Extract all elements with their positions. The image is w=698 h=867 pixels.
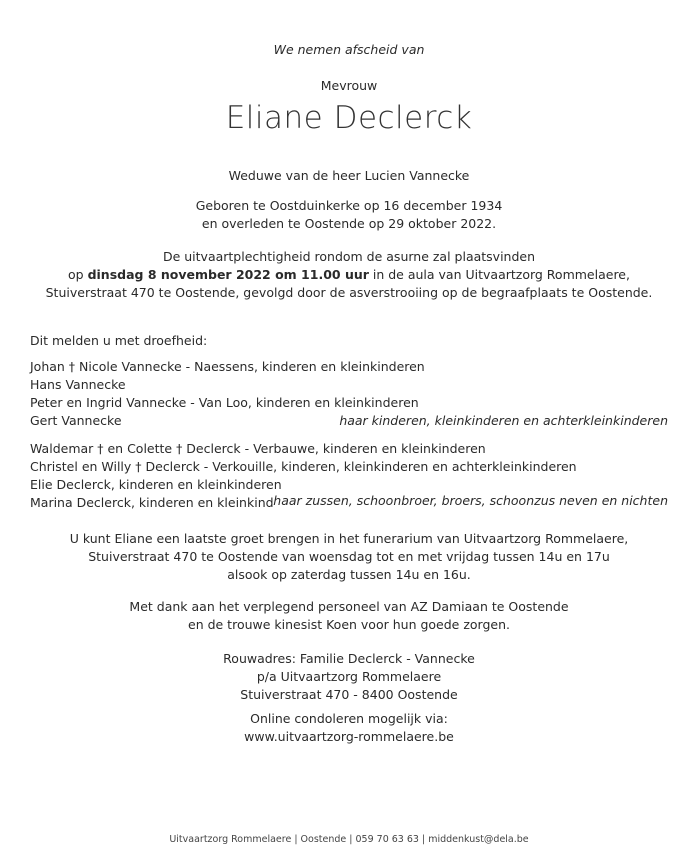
honorific: Mevrouw — [320, 78, 378, 93]
visitation-info — [0, 530, 698, 584]
ceremony-pre: op — [68, 267, 88, 282]
thanks-line: Met dank aan het verplegend personeel van AZ Damiaan te Oostende — [129, 599, 569, 614]
family-member: Peter en Ingrid Vannecke - Van Loo, kinderen en kleinkinderen — [30, 395, 419, 410]
mourning-address — [0, 650, 698, 704]
family-group-2-relation: haar zussen, schoonbroer, broers, schoonzus neven en nichten — [273, 493, 668, 508]
family-group-1-relation: haar kinderen, kleinkinderen en achterkleinkinderen — [339, 413, 668, 428]
visit-line: U kunt Eliane een laatste groet brengen in het funerarium van Uitvaartzorg Rommelaere, — [69, 531, 629, 546]
visit-line: Stuiverstraat 470 te Oostende van woensdag tot en met vrijdag tussen 14u en 17u — [88, 549, 610, 564]
intro-text: We nemen afscheid van — [273, 42, 425, 57]
online-link[interactable]: www.uitvaartzorg-rommelaere.be — [244, 729, 454, 744]
address-line: p/a Uitvaartzorg Rommelaere — [256, 669, 442, 684]
ceremony-post: in de aula van Uitvaartzorg Rommelaere, — [368, 267, 630, 282]
thanks-text — [0, 598, 698, 634]
family-member: Hans Vannecke — [30, 377, 126, 392]
deceased-name: Eliane Declerck — [225, 100, 473, 136]
address-line: Rouwadres: Familie Declerck - Vannecke — [223, 651, 475, 666]
ceremony-line-2 — [0, 266, 698, 284]
family-member: Gert Vannecke — [30, 413, 122, 428]
footer-contact: Uitvaartzorg Rommelaere | Oostende | 059 70 63 63 | middenkust@dela.be — [169, 834, 529, 845]
visit-line: alsook op zaterdag tussen 14u en 16u. — [227, 567, 471, 582]
born-line: Geboren te Oostduinkerke op 16 december 1934 — [195, 198, 503, 213]
widow-line: Weduwe van de heer Lucien Vannecke — [228, 168, 470, 183]
ceremony-info — [0, 248, 698, 302]
ceremony-line-1: De uitvaartplechtigheid rondom de asurne zal plaatsvinden — [162, 249, 536, 264]
family-member: Marina Declerck, kinderen en kleinkind — [30, 495, 274, 510]
family-member: Waldemar † en Colette † Declerck - Verbauwe, kinderen en kleinkinderen — [30, 441, 486, 456]
thanks-line: en de trouwe kinesist Koen voor hun goede zorgen. — [188, 617, 510, 632]
online-label: Online condoleren mogelijk via: — [250, 711, 448, 726]
online-condolence — [0, 710, 698, 746]
birth-death-info — [0, 197, 698, 233]
address-line: Stuiverstraat 470 - 8400 Oostende — [240, 687, 458, 702]
family-member: Elie Declerck, kinderen en kleinkinderen — [30, 477, 282, 492]
died-line: en overleden te Oostende op 29 oktober 2022. — [201, 216, 497, 231]
ceremony-date: dinsdag 8 november 2022 om 11.00 uur — [87, 267, 369, 282]
family-member: Johan † Nicole Vannecke - Naessens, kinderen en kleinkinderen — [30, 359, 425, 374]
family-member: Christel en Willy † Declerck - Verkouille, kinderen, kleinkinderen en achterkleinkinderen — [30, 459, 577, 474]
announce-text: Dit melden u met droefheid: — [30, 333, 208, 348]
ceremony-line-3: Stuiverstraat 470 te Oostende, gevolgd door de asverstrooiing op de begraafplaats te Oostende. — [45, 285, 653, 300]
